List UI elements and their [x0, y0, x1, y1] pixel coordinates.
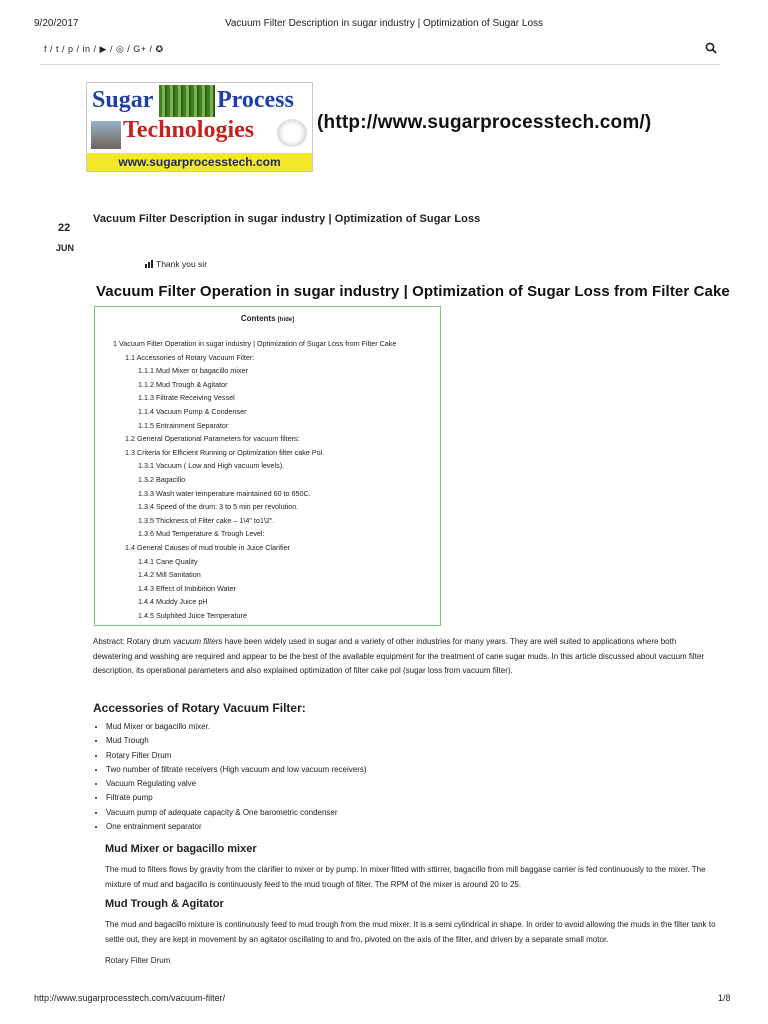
- mixer-paragraph: The mud to filters flows by gravity from the clarifier to mixer or by pump. In mixer fitted with sttirrer, bagacillo from mill baggase carrier is fed continuously to the mixer. The mixture of mud and bagacillo is continuously feed to the mud trough of filter. The RPM of the mixer is around 20 to 25.: [105, 865, 706, 889]
- toc-item[interactable]: 1.3.3 Wash water temperature maintained 60 to 650C.: [138, 488, 311, 498]
- print-date: 9/20/2017: [34, 18, 79, 29]
- accessory-item: • Mud Mixer or bagacillo mixer.: [106, 720, 367, 734]
- toc-item[interactable]: 1.4.2 Mill Sanitation: [138, 570, 201, 580]
- toc-item[interactable]: 1.3.6 Mud Temperature & Trough Level:: [138, 529, 265, 539]
- thanks-note: [145, 259, 207, 270]
- article-heading: Vacuum Filter Operation in sugar industry | Optimization of Sugar Loss from Filter Cake: [96, 283, 730, 300]
- print-footer-url: http://www.sugarprocesstech.com/vacuum-filter/: [34, 993, 226, 1003]
- accessory-item: • One entrainment separator: [106, 820, 367, 834]
- accessory-item: • Vacuum pump of adequate capacity & One barometric condenser: [106, 806, 367, 820]
- post-date-month: JUN: [56, 243, 75, 253]
- trough-paragraph: The mud and bagacillo mixture is continuously feed to mud trough from the mud mixer. It is a semi cylindrical in shape. In order to avoid allowing the muds in the filter tank to settle out, they are kept in movement by an agitator oscillating to and fro, pivoted on the axis of the filter, and driven by a separate small motor.: [105, 920, 716, 944]
- toc-item[interactable]: 1.3.2 Bagacillo: [138, 474, 186, 484]
- abstract-paragraph: [93, 635, 713, 679]
- trough-heading: Mud Trough & Agitator: [105, 898, 224, 910]
- accessory-item: • Rotary Filter Drum: [106, 749, 367, 763]
- toc-item[interactable]: 1.1 Accessories of Rotary Vacuum Filter:: [125, 352, 255, 362]
- sugar-bowl-image: [277, 119, 307, 147]
- toc-title-row: [95, 314, 440, 323]
- abstract-prefix: Abstract: Rotary drum: [93, 637, 174, 646]
- print-page-title: Vacuum Filter Description in sugar industry | Optimization of Sugar Loss: [224, 18, 544, 29]
- accessory-item: • Vacuum Regulating valve: [106, 777, 367, 791]
- logo-word-sugar: Sugar: [92, 87, 154, 113]
- accessory-item: • Mud Trough: [106, 734, 367, 748]
- logo-url-strip: www.sugarprocesstech.com: [87, 153, 312, 171]
- toc-list: [95, 337, 440, 622]
- toc-item[interactable]: 1.4.1 Cane Quality: [138, 556, 198, 566]
- bar-chart-icon: [145, 260, 154, 270]
- filter-drum-heading: Rotary Filter Drum: [105, 956, 171, 965]
- search-icon[interactable]: [705, 42, 717, 54]
- post-title[interactable]: Vacuum Filter Description in sugar industry | Optimization of Sugar Loss: [93, 213, 481, 225]
- mixer-heading: Mud Mixer or bagacillo mixer: [105, 843, 257, 855]
- thanks-text: Thank you sir: [156, 259, 208, 269]
- toc-item[interactable]: 1.4 General Causes of mud trouble in Juice Clarifier: [125, 542, 290, 552]
- toc-item[interactable]: 1.3.4 Speed of the drum: 3 to 5 min per revolution.: [138, 502, 299, 512]
- social-links-bar[interactable]: [44, 44, 164, 55]
- vacuum-filters-link[interactable]: vacuum filters: [173, 637, 223, 646]
- toc-hide-toggle[interactable]: [hide]: [277, 317, 295, 323]
- toc-item[interactable]: 1.1.5 Entrainment Separator: [138, 420, 229, 430]
- logo-word-process: Process: [217, 87, 294, 113]
- toc-item[interactable]: 1.3.1 Vacuum ( Low and High vacuum levels).: [138, 461, 285, 471]
- logo-word-technologies: Technologies: [123, 117, 255, 143]
- accessories-heading: Accessories of Rotary Vacuum Filter:: [93, 701, 306, 715]
- accessories-list: [93, 720, 367, 834]
- abstract-body: have been widely used in sugar and a variety of other industries for many years. They are well suited to applications where both dewatering and washing are required and appear to be the best of the available equipment for the treatment of cane sugar muds. In this article discussed about vacuum filter description, its operational parameters and also explained optimization of filter cake pol (sugar loss from vacuum filter).: [93, 637, 705, 675]
- table-of-contents: [94, 306, 441, 626]
- site-logo[interactable]: [86, 82, 313, 172]
- toc-item[interactable]: 1.1.4 Vacuum Pump & Condenser: [138, 406, 247, 416]
- sugarcane-image: [159, 85, 215, 117]
- toc-item[interactable]: 1.1.2 Mud Trough & Agitator: [138, 379, 228, 389]
- post-date-day: 22: [58, 222, 71, 234]
- sugar-mill-image: [91, 121, 121, 149]
- toc-item[interactable]: 1.1.3 Filtrate Receiving Vessel: [138, 393, 235, 403]
- header-divider: [40, 64, 720, 65]
- toc-item[interactable]: 1.3.5 Thickness of Filter cake – 1\4" to1\2".: [138, 515, 275, 525]
- site-url-link[interactable]: (http://www.sugarprocesstech.com/): [317, 112, 652, 133]
- print-page-number: 1/8: [718, 993, 731, 1003]
- toc-title: Contents: [240, 314, 276, 323]
- accessory-item: • Filtrate pump: [106, 791, 367, 805]
- toc-item[interactable]: 1.1.1 Mud Mixer or bagacillo mixer: [138, 366, 248, 376]
- toc-item[interactable]: 1.3 Criteria for Efficient Running or Optimization filter cake Pol.: [125, 447, 325, 457]
- toc-item[interactable]: 1.4.5 Sulphited Juice Temperature: [138, 610, 247, 620]
- accessory-item: • Two number of filtrate receivers (High vacuum and low vacuum receivers): [106, 763, 367, 777]
- toc-item[interactable]: 1.2 General Operational Parameters for vacuum filters:: [125, 434, 300, 444]
- social-icons[interactable]: f / t / p / in / ▶ / ◎ / G+ / ✪: [44, 44, 164, 54]
- toc-item[interactable]: 1 Vacuum Filter Operation in sugar industry | Optimization of Sugar Loss from Filter Cake: [113, 339, 397, 348]
- toc-item[interactable]: 1.4.4 Muddy Juice pH: [138, 597, 208, 607]
- toc-item[interactable]: 1.4.3 Effect of Imbibition Water: [138, 583, 236, 593]
